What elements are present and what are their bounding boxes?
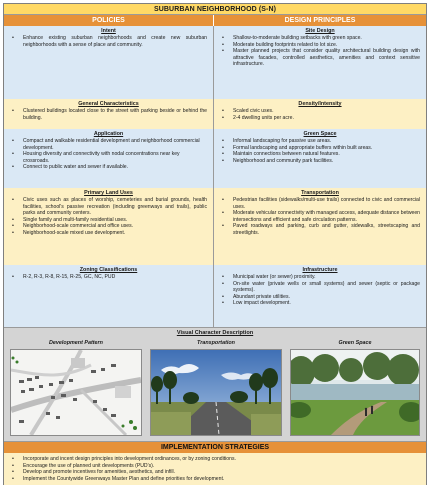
transportation-item: • Pedestrian facilities (sidewalks/multi-use trails) connected to civic and commercial uses. [214,197,426,210]
land-use-item: • Single family and multi-family residential uses. [4,217,213,224]
infrastructure-item: • Abundant private utilities. [214,294,426,301]
land-use-item: • Neighborhood-scale commercial and office uses. [4,223,213,230]
zoning-title: Zoning Classifications [79,267,138,273]
application-item: • Connect to public water and sewer if available. [4,164,213,171]
transportation-item: • Paved roadways and parking, curb and gutter, sidewalks, streetscaping and streetlights. [214,223,426,236]
implementation-item: • Encourage the use of planned unit developments (PUD's). [4,463,426,470]
transportation-photo [150,349,282,436]
primary-land-uses-section [4,188,213,265]
infrastructure-item: • Municipal water (or sewer) proximity. [214,274,426,281]
development-pattern-label: Development Pattern [49,340,103,346]
density-title: Density/Intensity [298,101,342,107]
zoning-item: • R-2, R-3, R-8, R-15, R-25, GC, NC, PUD [4,274,213,281]
application-section [4,129,213,188]
site-item: • Shallow-to-moderate building setbacks with green space. [214,35,426,42]
intent-item: • Enhance existing suburban neighborhoods and create new suburban neighborhoods with a sense of place and community. [4,35,213,48]
green-item: • Neighborhood and community park facilities. [214,158,426,165]
general-characteristics-title: General Characteristics [78,101,139,107]
infrastructure-section [214,265,426,327]
transportation-section [214,188,426,265]
density-item: • Scaled civic uses. [214,108,426,115]
site-item: • Master planned projects that consider quality architectural building design with attractive facades, controlled aesthetics, amenities and context sensitive infrastructure. [214,48,426,68]
infrastructure-item: • On-site water (private wells or small systems) and sewer (septic or package systems). [214,281,426,294]
density-item: • 2-4 dwelling units per acre. [214,115,426,122]
land-use-item: • Neighborhood-scale mixed use development. [4,230,213,237]
zoning-section [4,265,213,327]
green-item: • Maintain connections between natural features. [214,151,426,158]
implementation-header: IMPLEMENTATION STRATEGIES [4,441,426,453]
transportation-title: Transportation [301,190,339,196]
green-space-section [214,129,426,188]
green-item: • Informal landscaping for passive use areas. [214,138,426,145]
intent-title: Intent [101,28,116,34]
primary-land-uses-title: Primary Land Uses [84,190,133,196]
general-item: • Clustered buildings located close to the street with parking beside or behind the building. [4,108,213,121]
transportation-item: • Moderate vehicular connectivity with managed access, adequate distance between intersections and efficient and safe circulation patterns. [214,210,426,223]
density-section [214,99,426,129]
site-design-section [214,26,426,99]
green-space-label: Green Space [338,340,372,346]
page-title: SUBURBAN NEIGHBORHOOD (S-N) [4,4,426,15]
design-principles-header: DESIGN PRINCIPLES [214,15,426,26]
application-item: • Compact and walkable residential development and neighborhood commercial development. [4,138,213,151]
visual-character-section [4,327,426,441]
application-item: • Housing diversity and connectivity with nodal concentrations near key crossroads. [4,151,213,164]
green-space-title: Green Space [303,131,337,137]
green-space-photo [290,349,420,436]
infrastructure-title: Infrastructure [302,267,338,273]
land-use-item: • Civic uses such as places of worship, cemeteries and burial grounds, health facilities, school's passive recreation (including greenways and trails), public parks and community centers. [4,197,213,217]
development-pattern-map [10,349,142,436]
visual-character-title: Visual Character Description [176,330,254,336]
implementation-item: • Develop and promote incentives for amenities, aesthetics, and infill. [4,469,426,476]
green-item: • Formal landscaping and appropriate buffers within built areas. [214,145,426,152]
implementation-item: • Incorporate and incent design principles into development ordinances, or by zoning conditions. [4,456,426,463]
application-title: Application [93,131,124,137]
infrastructure-item: • Low impact development. [214,300,426,307]
intent-section [4,26,213,99]
general-characteristics-section [4,99,213,129]
implementation-section [4,453,426,485]
policies-header: POLICIES [4,15,213,26]
column-divider [213,26,214,327]
implementation-item: • Implement the Countywide Greenways Master Plan and define priorities for development. [4,476,426,483]
site-design-title: Site Design [305,28,335,34]
transportation-label: Transportation [197,340,235,346]
land-use-sheet [3,3,427,485]
site-item: • Moderate building footprints related to lot size. [214,42,426,49]
